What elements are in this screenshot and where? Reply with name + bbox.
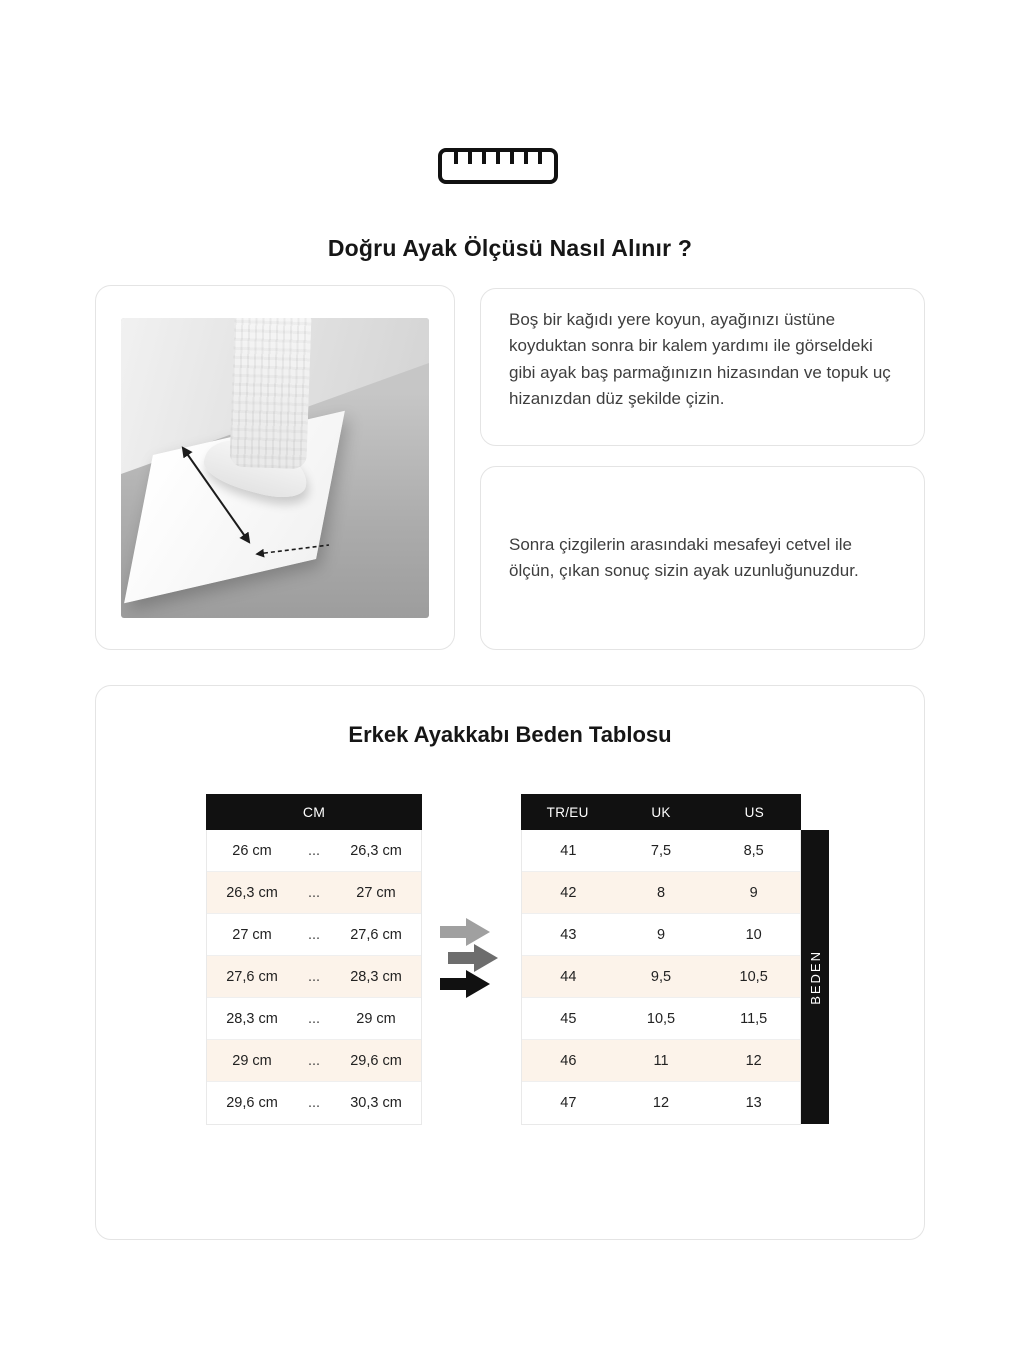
conversion-arrows-icon [436, 918, 508, 1000]
foot-measure-photo [121, 318, 429, 618]
instruction-card-1 [480, 288, 925, 446]
size-table-row [522, 956, 800, 998]
range-dots: ... [307, 1010, 321, 1027]
cm-min: 28,3 cm [226, 1010, 278, 1027]
cm-max: 29,6 cm [350, 1052, 402, 1069]
size-table-row [522, 830, 800, 872]
header-us: US [744, 804, 764, 820]
cm-min: 27 cm [232, 926, 272, 943]
tr-eu-size: 43 [560, 926, 577, 943]
cm-table-row [207, 830, 421, 872]
tr-eu-size: 47 [560, 1095, 577, 1111]
size-table-row [522, 872, 800, 914]
cm-table-row [207, 998, 421, 1040]
tr-eu-size: 41 [560, 842, 577, 859]
size-table-row [522, 998, 800, 1040]
cm-table [206, 794, 422, 1125]
cm-table-header: CM [206, 794, 422, 830]
size-table-row [522, 1082, 800, 1124]
range-dots: ... [307, 884, 321, 901]
uk-size: 11 [653, 1052, 669, 1069]
uk-size: 10,5 [646, 1010, 676, 1027]
measurement-lines-icon [121, 318, 429, 618]
uk-size: 8 [656, 884, 666, 901]
us-size: 10 [745, 926, 762, 943]
cm-max: 29 cm [356, 1010, 396, 1027]
header-tr-eu: TR/EU [546, 804, 589, 820]
cm-table-row [207, 1040, 421, 1082]
uk-size: 9,5 [650, 968, 672, 985]
range-dots: ... [307, 842, 321, 859]
cm-max: 27 cm [356, 884, 396, 901]
range-dots: ... [307, 1052, 321, 1069]
us-size: 9 [749, 884, 758, 901]
cm-table-body [206, 830, 422, 1125]
cm-max: 30,3 cm [350, 1095, 402, 1111]
header-uk: UK [651, 804, 671, 820]
uk-size: 9 [656, 926, 666, 943]
us-size: 13 [745, 1095, 762, 1111]
instruction-card-2 [480, 466, 925, 650]
cm-min: 26 cm [232, 842, 272, 859]
us-size: 12 [745, 1052, 762, 1069]
tr-eu-size: 44 [560, 968, 577, 985]
range-dots: ... [307, 968, 321, 985]
cm-table-row [207, 956, 421, 998]
uk-size: 7,5 [650, 842, 672, 859]
range-dots: ... [307, 1095, 321, 1111]
size-table-body [521, 830, 801, 1125]
instruction-step-1: Boş bir kağıdı yere koyun, ayağınızı üstüne koyduktan sonra bir kalem yardımı ile görseldeki gibi ayak baş parmağınızın hizasından ve topuk uç hizanızdan düz şekilde çizin. [509, 310, 891, 409]
beden-label: BEDEN [807, 949, 823, 1005]
cm-table-row [207, 1082, 421, 1124]
beden-side-bar [801, 830, 829, 1124]
tr-eu-size: 46 [560, 1052, 577, 1069]
instruction-step-2: Sonra çizgilerin arasındaki mesafeyi cetvel ile ölçün, çıkan sonuç sizin ayak uzunluğunuzdur. [509, 534, 859, 580]
size-table-header [521, 794, 801, 830]
cm-max: 27,6 cm [350, 926, 402, 943]
uk-size: 12 [652, 1095, 670, 1111]
us-size: 11,5 [740, 1010, 768, 1027]
tr-eu-size: 42 [560, 884, 577, 901]
us-size: 10,5 [739, 968, 768, 985]
size-chart-title: Erkek Ayakkabı Beden Tablosu [348, 722, 672, 747]
cm-max: 28,3 cm [350, 968, 402, 985]
cm-min: 29,6 cm [226, 1095, 278, 1111]
cm-table-row [207, 914, 421, 956]
ruler-icon [437, 146, 559, 186]
cm-min: 27,6 cm [226, 968, 278, 985]
measurement-photo-card [95, 285, 455, 650]
size-table [521, 794, 801, 1125]
cm-table-row [207, 872, 421, 914]
size-table-row [522, 1040, 800, 1082]
range-dots: ... [307, 926, 321, 943]
us-size: 8,5 [743, 842, 764, 859]
size-table-row [522, 914, 800, 956]
size-chart-card [95, 685, 925, 1240]
cm-max: 26,3 cm [350, 842, 402, 859]
page-title: Doğru Ayak Ölçüsü Nasıl Alınır ? [327, 235, 693, 262]
tr-eu-size: 45 [560, 1010, 577, 1027]
cm-min: 29 cm [232, 1052, 272, 1069]
cm-min: 26,3 cm [226, 884, 278, 901]
